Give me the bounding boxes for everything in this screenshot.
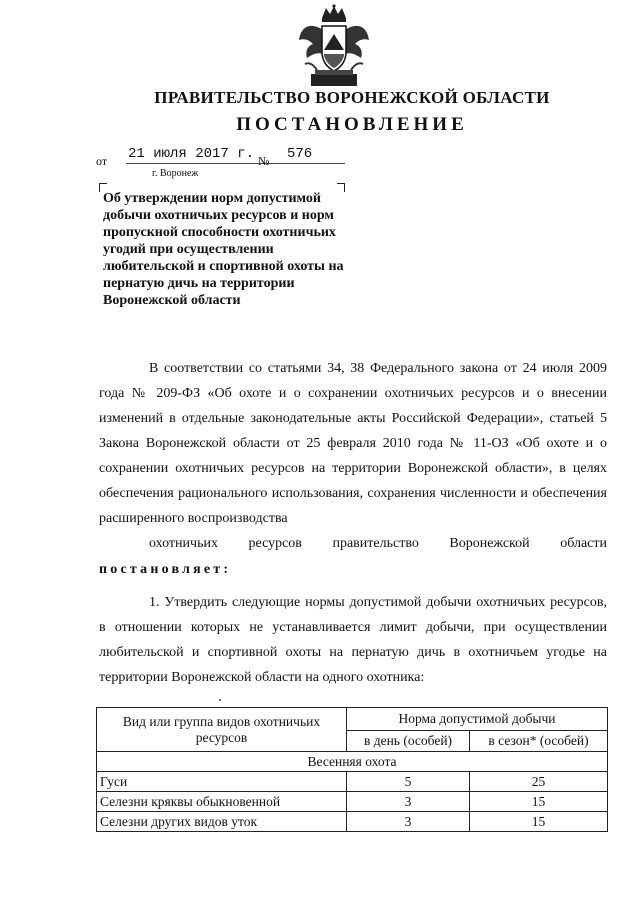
table-row bbox=[97, 812, 608, 832]
number-label: № bbox=[258, 154, 270, 168]
table-row bbox=[97, 772, 608, 792]
city-label: г. Воронеж bbox=[152, 168, 199, 179]
table-row bbox=[97, 792, 608, 812]
preamble-paragraph bbox=[99, 356, 607, 556]
day-norm: 5 bbox=[347, 772, 470, 792]
season-norm: 15 bbox=[470, 792, 608, 812]
norms-table bbox=[96, 707, 608, 832]
species-name: Селезни других видов уток bbox=[97, 812, 347, 832]
document-type: ПОСТАНОВЛЕНИЕ bbox=[236, 114, 468, 135]
preamble-last-line: охотничьих ресурсов правительство Воронежской области bbox=[149, 536, 607, 551]
species-name: Гуси bbox=[97, 772, 347, 792]
header-per-day: в день (особей) bbox=[347, 731, 470, 752]
header-per-season: в сезон* (особей) bbox=[470, 731, 608, 752]
header-species: Вид или группа видов охотничьих ресурсов bbox=[97, 708, 347, 752]
day-norm: 3 bbox=[347, 812, 470, 832]
preamble-text: В соответствии со статьями 34, 38 Федерального закона от 24 июля 2009 года № 209-ФЗ «Об охоте и о сохранении охотничьих ресурсов и о внесении изменений в отдельные законодательные акты Российской Федерации», статьей 5 Закона Воронежской области от 25 февраля 2010 года № 11-ОЗ «Об охоте и о сохранении охотничьих ресурсов на территории Воронежской области», в целях обеспечения рационального использования, сохранения численности и обеспечения расширенного воспроизводства bbox=[99, 361, 607, 526]
decree-word: постановляет: bbox=[99, 562, 232, 577]
section-spring-hunt: Весенняя охота bbox=[97, 752, 608, 772]
day-norm: 3 bbox=[347, 792, 470, 812]
from-label: от bbox=[96, 154, 108, 168]
coat-of-arms-emblem bbox=[295, 4, 373, 90]
government-name: ПРАВИТЕЛЬСТВО ВОРОНЕЖСКОЙ ОБЛАСТИ bbox=[154, 88, 550, 107]
header-norm: Норма допустимой добычи bbox=[347, 708, 608, 731]
document-number: 576 bbox=[281, 146, 345, 164]
stray-dot bbox=[219, 699, 221, 701]
document-date: 21 июля 2017 г. bbox=[126, 146, 344, 164]
season-norm: 25 bbox=[470, 772, 608, 792]
item-1-paragraph: 1. Утвердить следующие нормы допустимой добычи охотничьих ресурсов, в отношении которых не устанавливается лимит добычи, при осуществлении любительской и спортивной охоты на пернатую дичь в охотничьем угодье на территории Воронежской области на одного охотника: bbox=[99, 595, 607, 685]
document-subject: Об утверждении норм допустимой добычи охотничьих ресурсов и норм пропускной способности охотничьих угодий при осуществлении любительской и спортивной охоты на пернатую дичь на территории Воронежской области bbox=[103, 191, 344, 308]
season-norm: 15 bbox=[470, 812, 608, 832]
species-name: Селезни кряквы обыкновенной bbox=[97, 792, 347, 812]
